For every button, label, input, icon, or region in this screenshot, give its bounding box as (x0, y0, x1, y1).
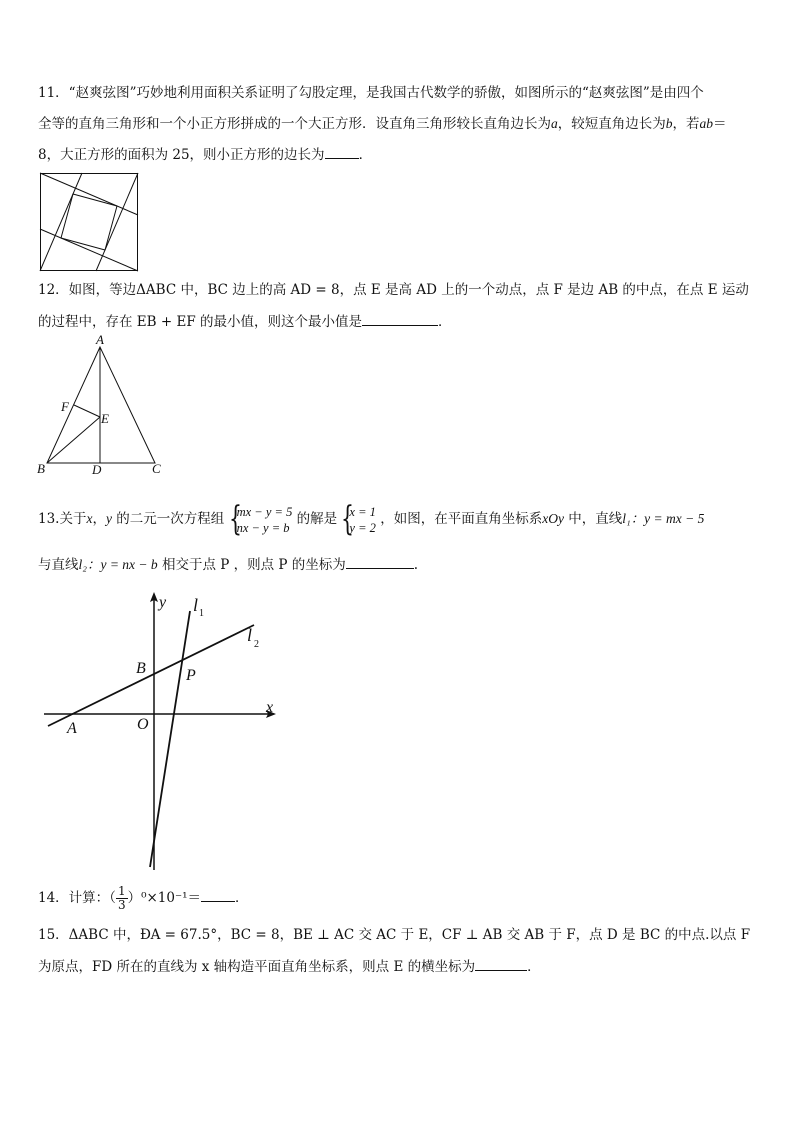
q13-comma: ， (92, 511, 106, 527)
var-l1: l₁ (622, 511, 631, 526)
label-C: C (152, 461, 161, 476)
q11-text-2b: ，较短直角边长为 (557, 116, 666, 132)
label-l1: l (193, 595, 199, 615)
answer-blank-12[interactable] (362, 313, 438, 326)
q15-text-1: 15．ΔABC 中，ÐA = 67.5°，BC = 8，BE ⊥ AC 交 AC 于 E，CF ⊥ AB 交 AB 于 F，点 D 是 BC 的中点.以点 F (38, 927, 751, 943)
q11-text-2c: ，若 (672, 116, 700, 132)
label-origin: O (137, 716, 149, 733)
equation-system (228, 498, 293, 539)
answer-blank-15[interactable] (475, 958, 527, 971)
q11-line-3 (38, 146, 372, 164)
var-b: b (665, 116, 673, 131)
q13-text-solution: 的解是 (296, 511, 338, 527)
q12-text-1: 12．如图，等边ΔABC 中，BC 边上的高 AD = 8，点 E 是高 AD 上的一个动点，点 F 是边 AB 的中点，在点 E 运动 (38, 282, 749, 298)
q13-line-2 (38, 556, 418, 574)
label-B: B (136, 660, 146, 677)
zhao-shuang-diagram (40, 173, 138, 271)
label-A: A (67, 720, 77, 737)
solution-2: y = 2 (349, 520, 376, 535)
solution-1: x = 1 (349, 504, 376, 519)
label-l2-sub: 2 (254, 639, 259, 650)
var-x: x (86, 511, 93, 526)
fraction-numerator: 1 (117, 884, 126, 898)
q13-line-1 (38, 499, 704, 539)
answer-blank-14[interactable] (201, 889, 235, 902)
q14-text-end: ． (235, 890, 249, 906)
q12-line-2 (38, 313, 451, 331)
var-y: y (105, 511, 112, 526)
fraction-denominator: 3 (117, 898, 126, 912)
q12-line-1 (38, 281, 749, 299)
label-l2: l (247, 625, 253, 645)
q12-text-2-end: ． (437, 314, 452, 330)
line-l1-equation: ：y = mx − 5 (630, 511, 705, 526)
var-xoy: xOy (542, 511, 564, 526)
label-P: P (186, 667, 196, 684)
coordinate-graph (40, 585, 290, 875)
equilateral-triangle-diagram (34, 334, 174, 479)
q14-text-suffix: ）⁰×10⁻¹＝ (127, 890, 202, 906)
label-y-axis: y (159, 594, 167, 611)
solution-system (341, 498, 376, 539)
label-B: B (37, 461, 45, 476)
q15-line-2 (38, 958, 541, 976)
q13-text-mid: 的二元一次方程组 (111, 511, 225, 527)
q11-text-2d: ＝ (713, 116, 727, 132)
q15-text-2-end: ． (527, 959, 541, 975)
label-x-axis: x (266, 699, 274, 716)
label-l1-sub: 1 (199, 608, 204, 619)
q11-text-3-end: ． (358, 147, 373, 163)
q11-text-2a: 全等的直角三角形和一个小正方形拼成的一个大正方形．设直角三角形较长直角边长为 (38, 116, 551, 132)
q13-text-after2: 中，直线 (563, 511, 623, 527)
q11-line-2 (38, 115, 727, 133)
q15-text-2: 为原点，FD 所在的直线为 x 轴构造平面直角坐标系，则点 E 的横坐标为 (38, 959, 476, 975)
q13-text-2a: 与直线 (38, 557, 79, 573)
q11-text-3: 8，大正方形的面积为 25，则小正方形的边长为 (38, 147, 325, 163)
line-l2-equation: ：y = nx − b (86, 557, 158, 572)
equation-2: nx − y = b (236, 520, 290, 535)
answer-blank-13[interactable] (346, 556, 414, 569)
label-D: D (92, 462, 102, 477)
q15-line-1 (38, 926, 750, 944)
label-F: F (61, 399, 69, 414)
q13-text-2b: 相交于点 P ，则点 P 的坐标为 (157, 557, 346, 573)
var-a: a (551, 116, 558, 131)
answer-blank-11[interactable] (325, 146, 359, 159)
label-E: E (101, 411, 109, 426)
fraction-one-third (116, 885, 128, 912)
q14-line (38, 883, 249, 913)
var-l2: l₂ (78, 557, 87, 572)
brace-icon: { (341, 498, 355, 539)
q14-text-prefix: 14．计算：（ (38, 890, 116, 906)
q13-text-after: ，如图，在平面直角坐标系 (380, 511, 543, 527)
brace-icon: { (228, 498, 242, 539)
q13-text-2-end: . (413, 557, 419, 573)
q13-text-prefix: 13.关于 (38, 511, 87, 527)
label-A: A (96, 332, 104, 347)
var-ab: ab (699, 116, 713, 131)
q11-line-1 (38, 84, 704, 102)
q11-text-1: 11．“赵爽弦图”巧妙地利用面积关系证明了勾股定理，是我国古代数学的骄傲，如图所示的“赵爽弦图”是由四个 (38, 85, 704, 101)
q12-text-2: 的过程中，存在 EB + EF 的最小值，则这个最小值是 (38, 314, 362, 330)
equation-1: mx − y = 5 (236, 504, 293, 519)
